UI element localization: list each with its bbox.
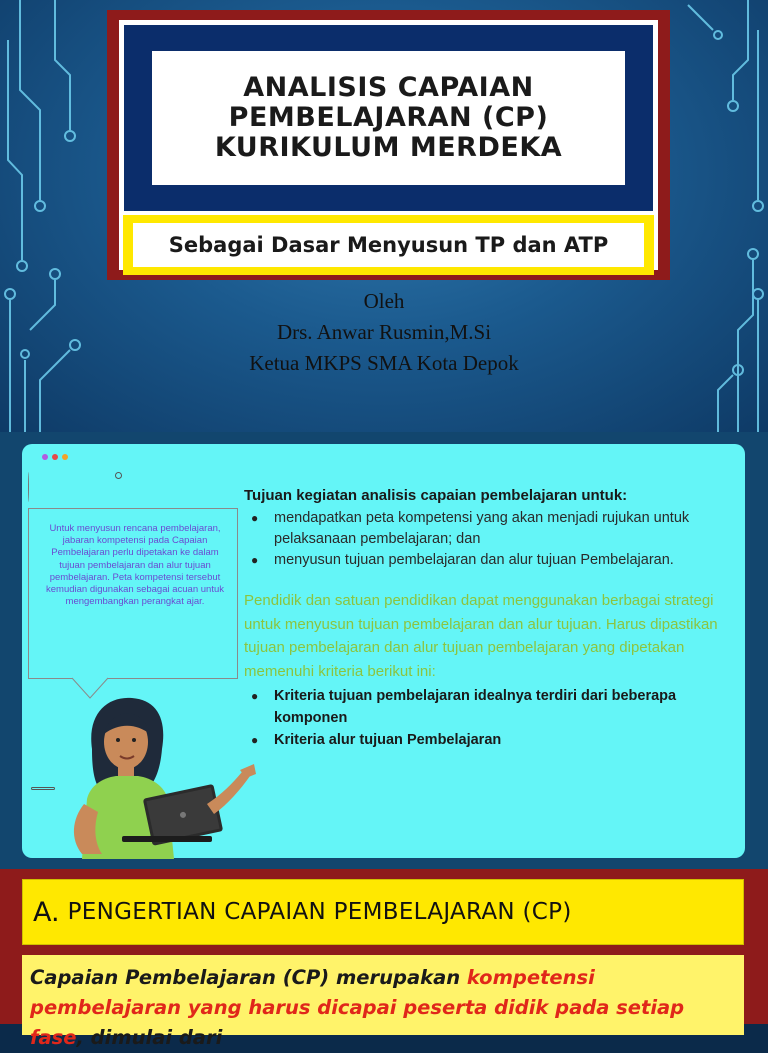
objectives-slide <box>0 432 768 869</box>
title-frame <box>107 10 670 280</box>
strategy-paragraph: Pendidik dan satuan pendidikan dapat menggunakan berbagai strategi untuk menyusun tujuan pembelajaran dan alur tujuan. Harus dipastikan tujuan pembelajaran dan alur tujuan pembelajaran yang dipetakan memenuhi kriteria berikut ini: <box>244 592 718 680</box>
dot-red <box>52 454 58 460</box>
list-item: ● Kriteria tujuan pembelajaran idealnya terdiri dari beberapa komponen <box>244 685 739 729</box>
definition-highlight: kompetensi pembelajaran yang harus dicapai peserta didik pada setiap fase <box>30 966 685 1049</box>
presentation-title: ANALISIS CAPAIAN PEMBELAJARAN (CP) KURIKULUM MERDEKA <box>214 71 563 164</box>
author-line-by: Oleh <box>363 289 405 313</box>
speech-bubble-text: Untuk menyusun rencana pembelajaran, jabaran kompetensi pada Capaian Pembelajaran perlu dipetakan ke dalam tujuan pembelajaran dan alur tujuan pembelajaran. Peta kompetensi tersebut kemudian digunakan sebagai acuan untuk mengembangkan perangkat ajar. <box>46 523 224 608</box>
dot-purple <box>42 454 48 460</box>
subtitle-white-panel <box>133 223 644 267</box>
definition-text: Capaian Pembelajaran (CP) merupakan <box>30 966 467 989</box>
circle-ornament-icon <box>115 472 122 479</box>
list-item: ● Kriteria alur tujuan Pembelajaran <box>244 729 739 751</box>
author-block <box>0 286 768 379</box>
objectives-content <box>244 486 739 751</box>
teacher-with-laptop-illustration <box>32 694 282 859</box>
definition-text-continued: , dimulai dari <box>76 1026 223 1049</box>
title-box <box>124 25 653 211</box>
author-name: Drs. Anwar Rusmin,M.Si <box>276 320 492 344</box>
speech-bubble <box>28 508 238 679</box>
objectives-heading: Tujuan kegiatan analisis capaian pembelajaran untuk: <box>244 487 628 504</box>
definition-slide <box>0 869 768 1049</box>
section-heading <box>22 879 744 945</box>
section-letter: A. <box>33 896 60 928</box>
list-item: ● mendapatkan peta kompetensi yang akan menjadi rujukan untuk pelaksanaan pembelajaran; dan <box>244 508 739 550</box>
author-position: Ketua MKPS SMA Kota Depok <box>249 351 519 375</box>
window-dots-icon <box>42 454 68 460</box>
objectives-list <box>244 508 739 571</box>
presentation-subtitle: Sebagai Dasar Menyusun TP dan ATP <box>168 233 609 257</box>
dot-orange <box>62 454 68 460</box>
content-card <box>22 444 745 858</box>
list-item: ● menyusun tujuan pembelajaran dan alur tujuan Pembelajaran. <box>244 550 739 571</box>
title-white-panel <box>152 51 625 185</box>
subtitle-box <box>123 215 654 275</box>
divider-line <box>28 472 29 502</box>
title-inner <box>119 20 658 270</box>
title-slide <box>0 0 768 432</box>
definition-paragraph <box>22 955 744 1049</box>
section-title: PENGERTIAN CAPAIAN PEMBELAJARAN (CP) <box>67 899 572 925</box>
criteria-list <box>244 685 739 751</box>
